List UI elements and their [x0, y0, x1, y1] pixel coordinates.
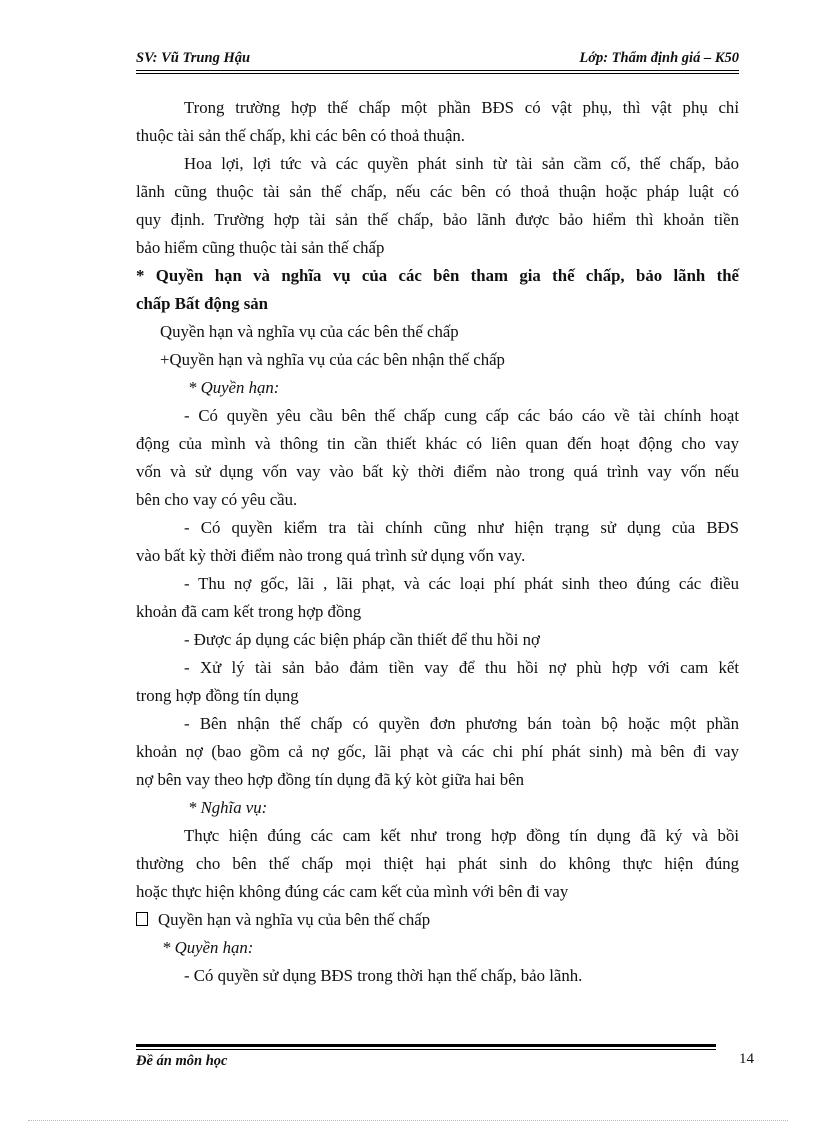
page-number: 14 [739, 1051, 754, 1067]
bullet-line: - Có quyền sử dụng BĐS trong thời hạn thế chấp, bảo lãnh. [184, 966, 583, 985]
subheading-rights: * Quyền hạn: [188, 378, 280, 397]
bullet-line: khoản nợ (bao gồm cả nợ gốc, lãi phạt và các chi phí phát sinh) mà bên đi vay [136, 742, 739, 761]
bullet-line: bên cho vay có yêu cầu. [136, 490, 298, 509]
subheading: +Quyền hạn và nghĩa vụ của các bên nhận thế chấp [160, 350, 505, 369]
paragraph-line: lãnh cũng thuộc tài sản thế chấp, nếu các bên có thoả thuận hoặc pháp luật có [136, 182, 739, 201]
paragraph-line: Trong trường hợp thế chấp một phần BĐS có vật phụ, thì vật phụ chỉ [184, 98, 739, 117]
paragraph-line: Thực hiện đúng các cam kết như trong hợp đồng tín dụng đã ký và bồi [184, 826, 739, 845]
bullet-line: vốn và sử dụng vốn vay vào bất kỳ thời điểm nào trong quá trình vay vốn nếu [136, 462, 739, 481]
paragraph-line: quy định. Trường hợp tài sản thế chấp, bảo lãnh được bảo hiểm thì khoản tiền [136, 210, 739, 229]
bullet-line: - Xử lý tài sản bảo đảm tiền vay để thu hồi nợ phù hợp với cam kết [184, 658, 739, 677]
header-class-name: Lớp: Thẩm định giá – K50 [579, 50, 739, 66]
header-rule [136, 70, 739, 71]
bullet-line: nợ bên vay theo hợp đồng tín dụng đã ký kòt giữa hai bên [136, 770, 525, 789]
bullet-line: - Có quyền kiểm tra tài chính cũng như hiện trạng sử dụng của BĐS [184, 518, 739, 537]
page-edge-divider [28, 1120, 788, 1121]
checkbox-bullet-icon [136, 912, 148, 926]
paragraph-line: thường cho bên thế chấp mọi thiệt hại phát sinh do không thực hiện đúng [136, 854, 739, 873]
paragraph-line: hoặc thực hiện không đúng các cam kết của mình với bên đi vay [136, 882, 569, 901]
subheading-rights: * Quyền hạn: [162, 938, 254, 957]
bullet-line: động của mình và thông tin cần thiết khác có liên quan đến hoạt động cho vay [136, 434, 739, 453]
paragraph-line: thuộc tài sản thế chấp, khi các bên có thoả thuận. [136, 126, 465, 145]
header-student-name: SV: Vũ Trung Hậu [136, 50, 251, 66]
header-rule-thin [136, 73, 739, 74]
bullet-line: - Bên nhận thế chấp có quyền đơn phương bán toàn bộ hoặc một phần [184, 714, 739, 733]
footer-rule [136, 1044, 716, 1047]
section-heading: chấp Bất động sản [136, 294, 268, 313]
section-heading: * Quyền hạn và nghĩa vụ của các bên tham gia thế chấp, bảo lãnh thế [136, 266, 739, 285]
bullet-line: trong hợp đồng tín dụng [136, 686, 299, 705]
bullet-line: - Có quyền yêu cầu bên thế chấp cung cấp các báo cáo về tài chính hoạt [184, 406, 739, 425]
subheading: Quyền hạn và nghĩa vụ của các bên thế chấp [160, 322, 459, 341]
footer-rule-thin [136, 1049, 716, 1050]
bullet-line: khoản đã cam kết trong hợp đồng [136, 602, 362, 621]
paragraph-line: Hoa lợi, lợi tức và các quyền phát sinh từ tài sản cầm cố, thế chấp, bảo [184, 154, 739, 173]
bullet-line: vào bất kỳ thời điểm nào trong quá trình sử dụng vốn vay. [136, 546, 526, 565]
paragraph-line: bảo hiểm cũng thuộc tài sản thế chấp [136, 238, 385, 257]
bullet-line: - Được áp dụng các biện pháp cần thiết để thu hồi nợ [184, 630, 540, 649]
page-header [136, 50, 739, 72]
subheading-label: Quyền hạn và nghĩa vụ của bên thế chấp [158, 910, 431, 929]
bullet-line: - Thu nợ gốc, lãi , lãi phạt, và các loại phí phát sinh theo đúng các điều [184, 574, 739, 593]
subheading [136, 906, 430, 934]
footer-title: Đề án môn học [136, 1053, 228, 1069]
subheading-obligations: * Nghĩa vụ: [188, 798, 268, 817]
